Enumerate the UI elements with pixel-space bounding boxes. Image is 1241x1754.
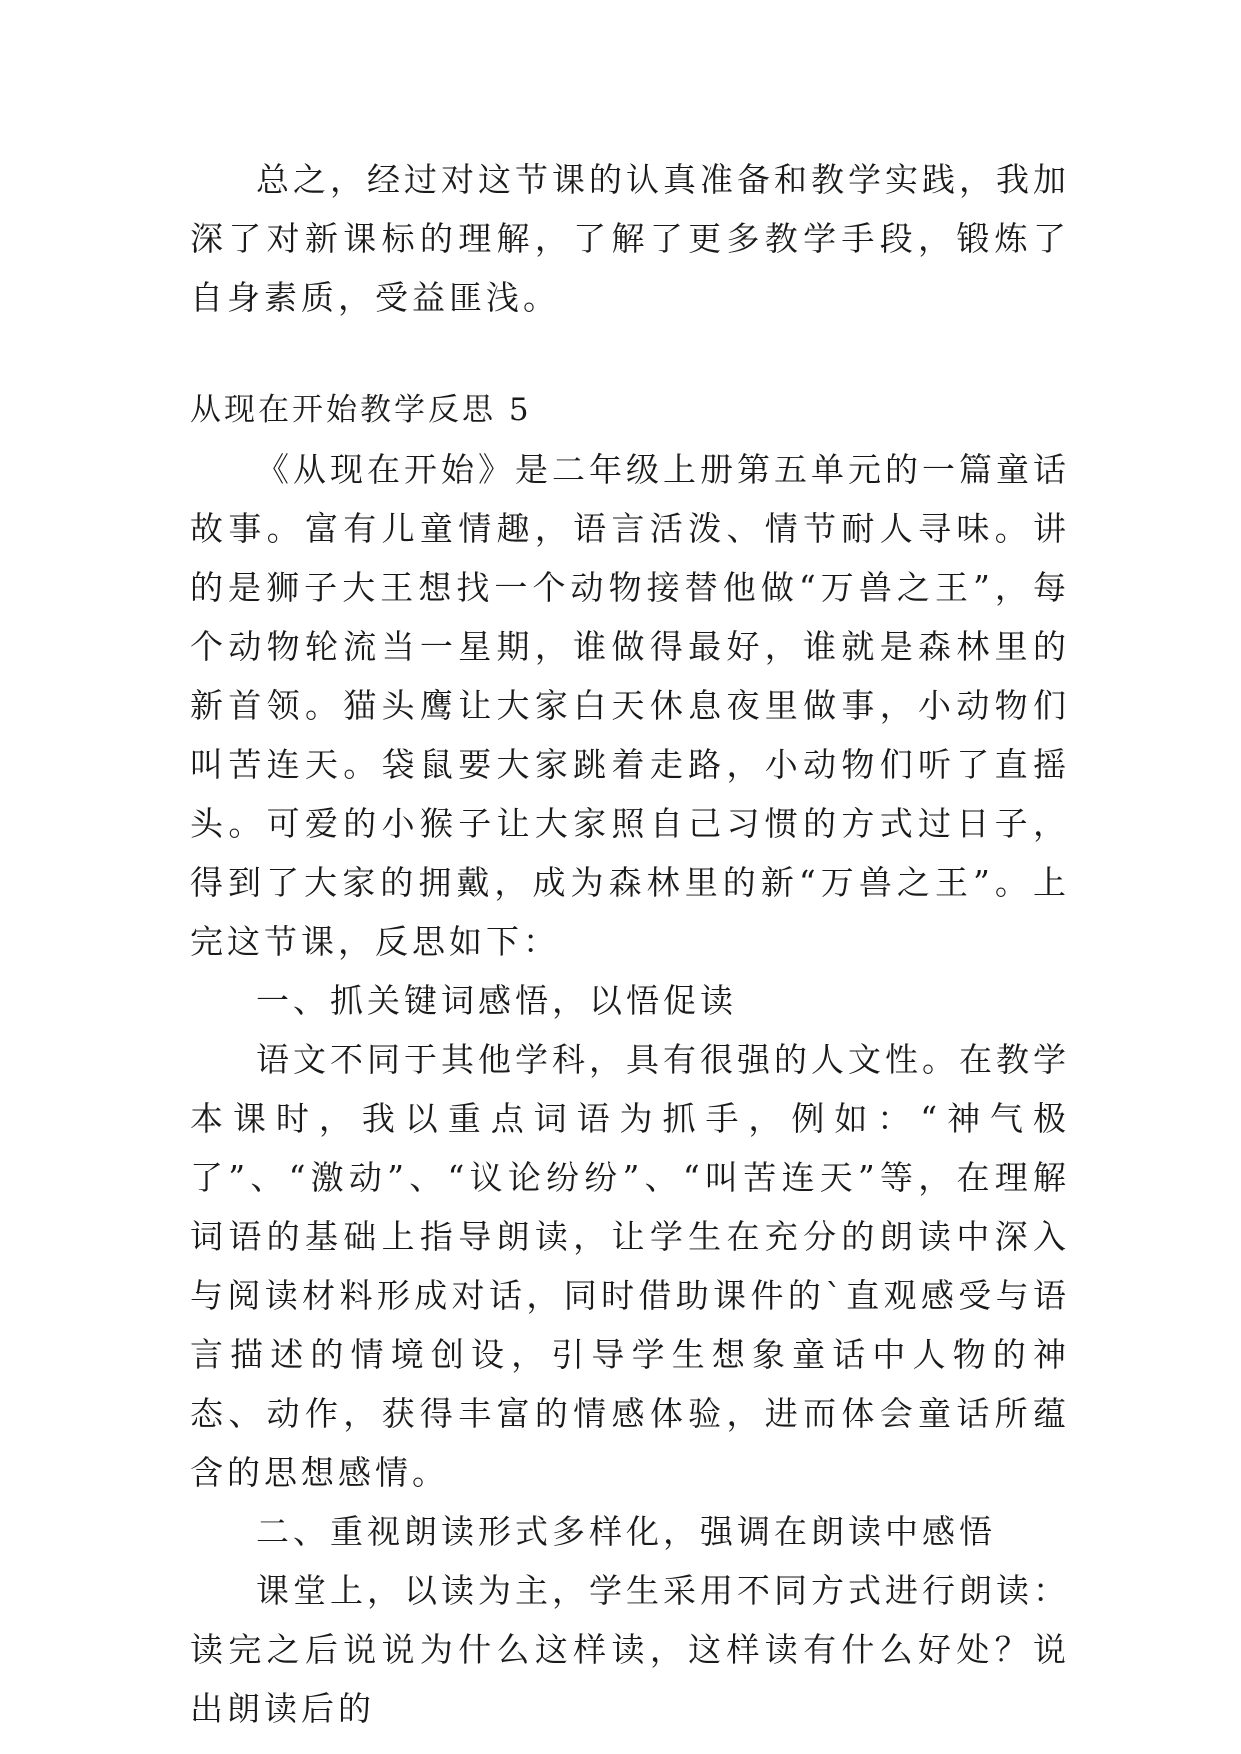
section-spacer [190, 327, 1070, 381]
section-title: 从现在开始教学反思 5 [190, 392, 532, 428]
document-page [190, 150, 1070, 1738]
body-paragraph: 课堂上，以读为主，学生采用不同方式进行朗读：读完之后说说为什么这样读，这样读有什么好处？说出朗读后的 [190, 1571, 1070, 1728]
subheading-paragraph: 一、抓关键词感悟，以悟促读 [256, 981, 737, 1020]
body-paragraph: 语文不同于其他学科，具有很强的人文性。在教学本课时，我以重点词语为抓手，例如：“神气极了”、“激动”、“议论纷纷”、“叫苦连天”等，在理解词语的基础上指导朗读，让学生在充分的朗读中深入与阅读材料形成对话，同时借助课件的`直观感受与语言描述的情境创设，引导学生想象童话中人物的神态、动作，获得丰富的情感体验，进而体会童话所蕴含的思想感情。 [190, 1040, 1070, 1492]
subheading-paragraph: 二、重视朗读形式多样化，强调在朗读中感悟 [256, 1512, 996, 1551]
body-paragraph: 《从现在开始》是二年级上册第五单元的一篇童话故事。富有儿童情趣，语言活泼、情节耐人寻味。讲的是狮子大王想找一个动物接替他做“万兽之王”，每个动物轮流当一星期，谁做得最好，谁就是森林里的新首领。猫头鹰让大家白天休息夜里做事，小动物们叫苦连天。袋鼠要大家跳着走路，小动物们听了直摇头。可爱的小猴子让大家照自己习惯的方式过日子，得到了大家的拥戴，成为森林里的新“万兽之王”。上完这节课，反思如下： [190, 450, 1070, 961]
intro-paragraph: 总之，经过对这节课的认真准备和教学实践，我加深了对新课标的理解，了解了更多教学手段，锻炼了自身素质，受益匪浅。 [190, 160, 1070, 317]
